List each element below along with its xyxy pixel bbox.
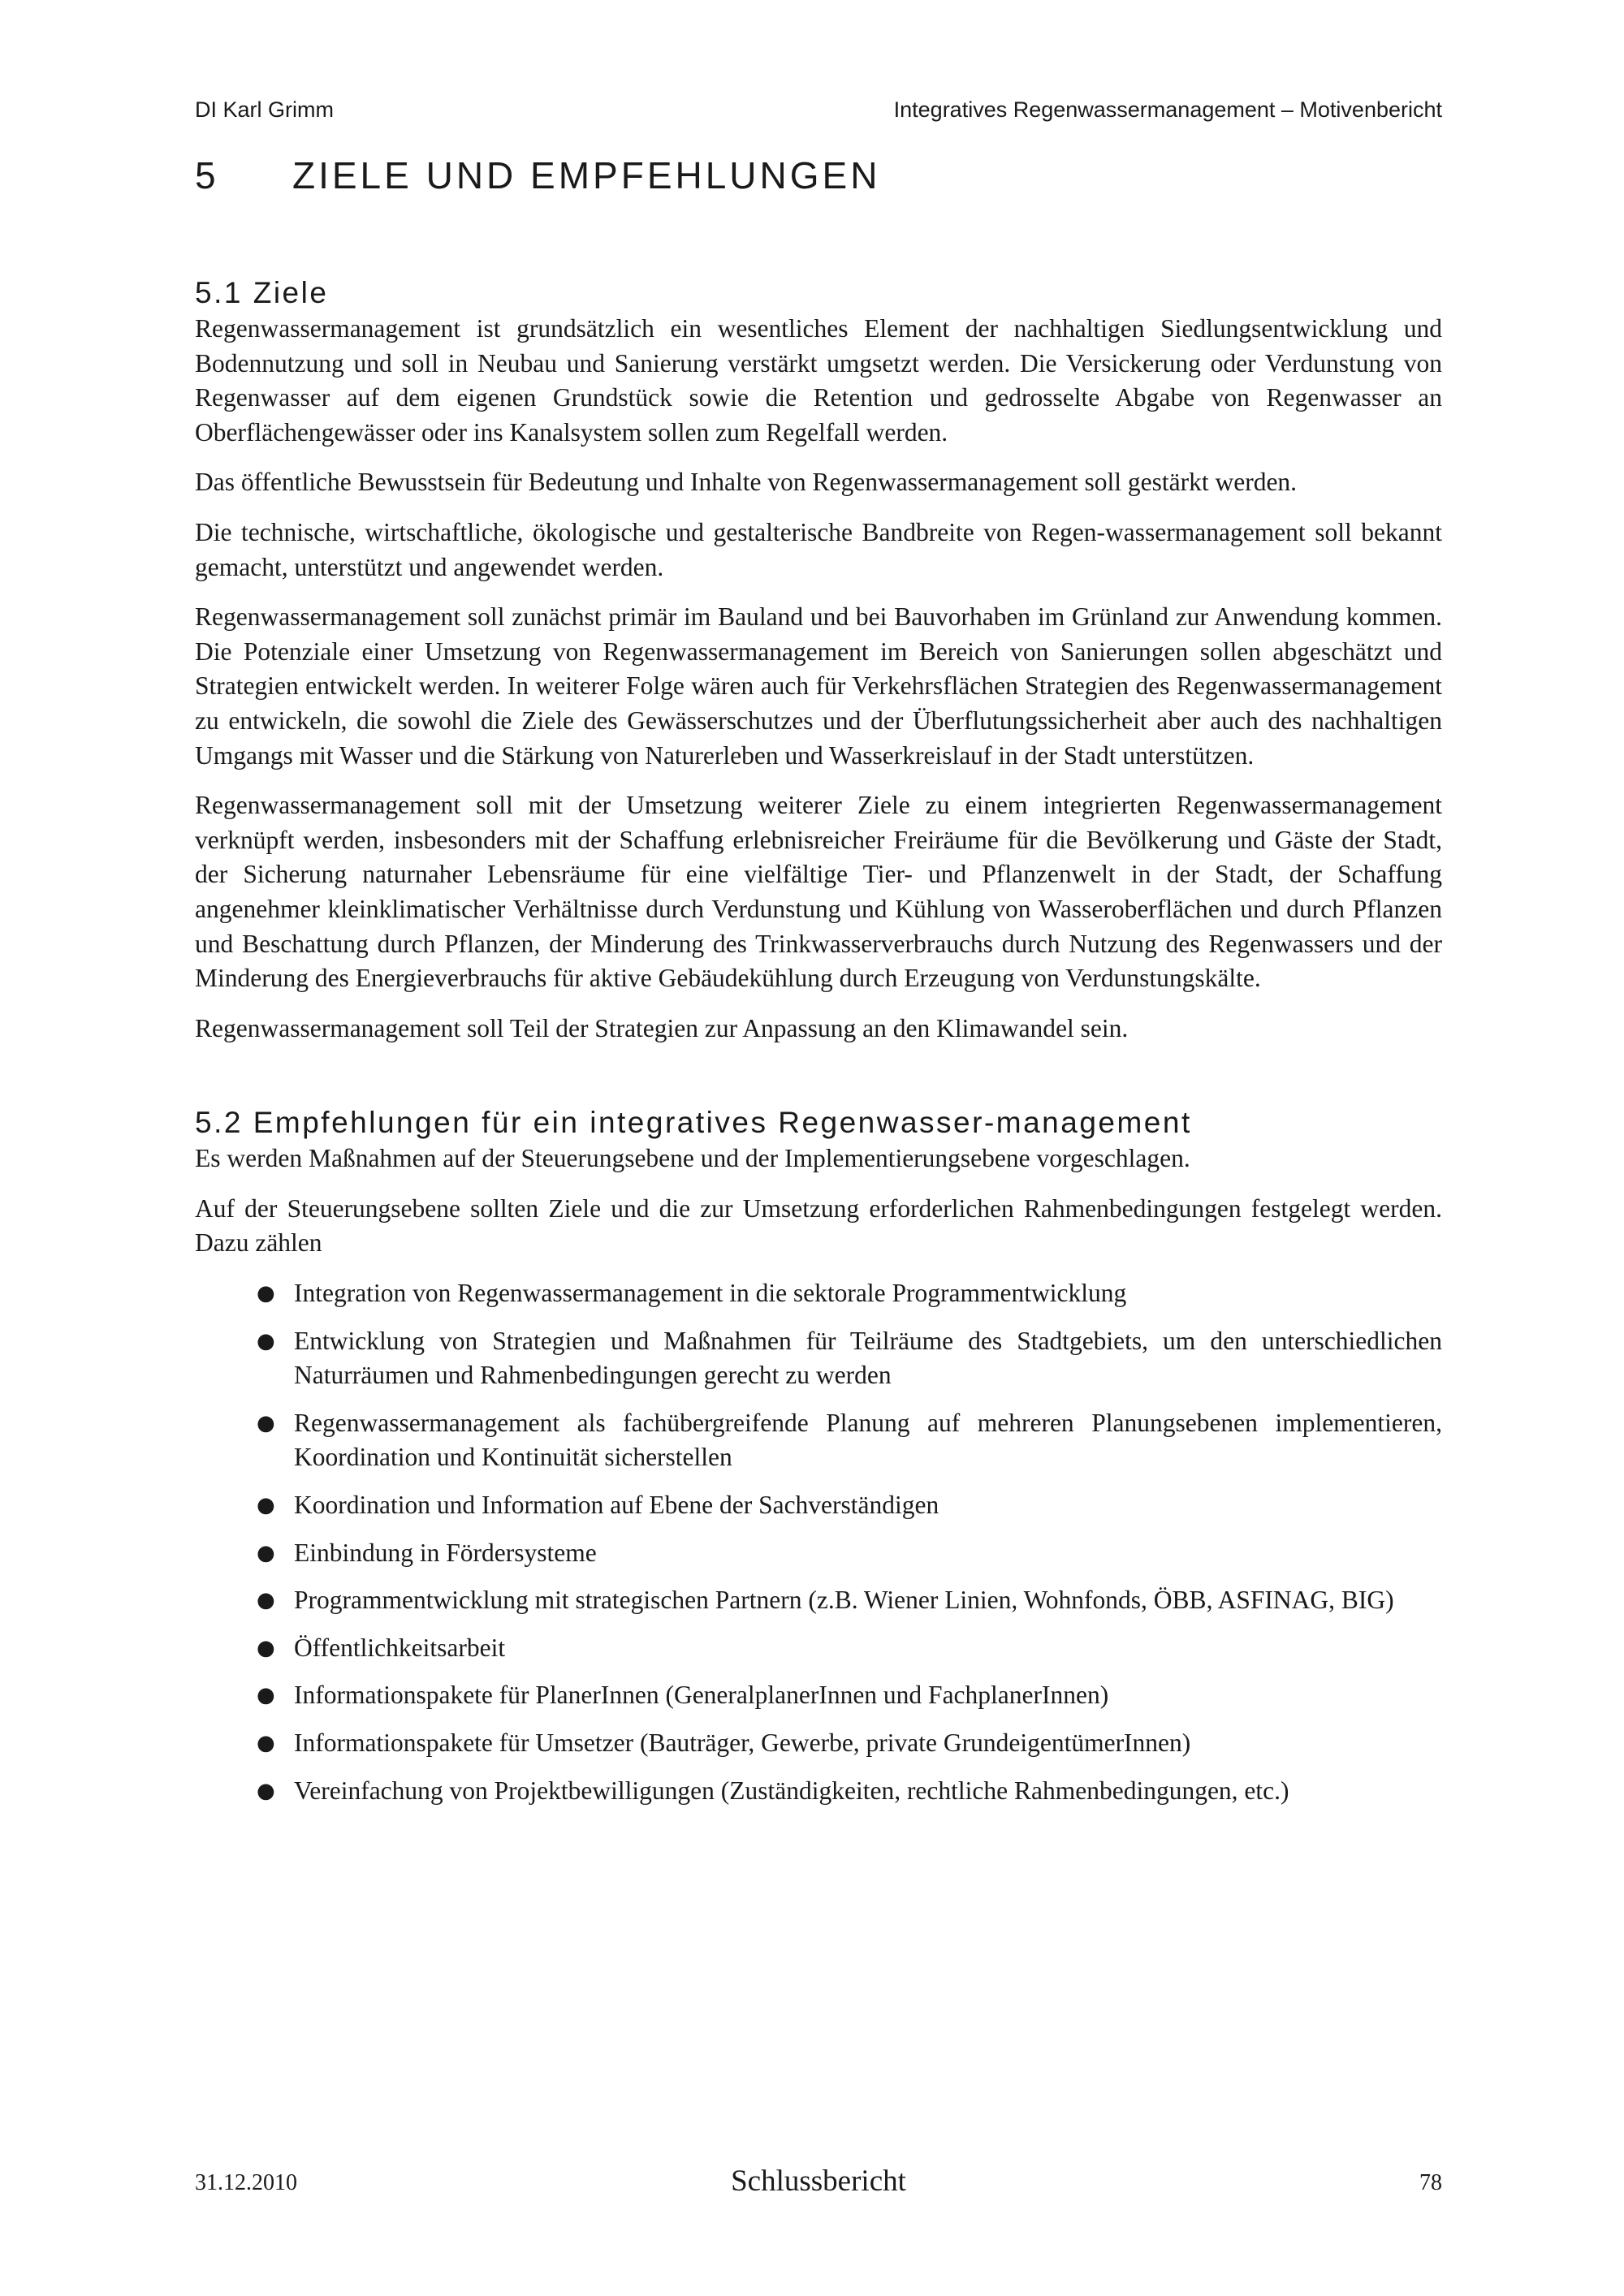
- list-item: [195, 1678, 1442, 1713]
- list-item: [195, 1631, 1442, 1666]
- paragraph: Auf der Steuerungsebene sollten Ziele und die zur Umsetzung erforderlichen Rahmenbedingungen festgelegt werden. Dazu zählen: [195, 1193, 1442, 1258]
- bullet-dot-icon: ●: [257, 1778, 275, 1803]
- bullet-dot-icon: ●: [257, 1540, 275, 1565]
- paragraph: Regenwassermanagement ist grundsätzlich ein wesentliches Element der nachhaltigen Siedlungsentwicklung und Bodennutzung und soll in Neubau und Sanierung verstärkt umgsetzt werden. Die Versickerung oder Verdunstung von Regenwasser auf dem eigenen Grundstück sowie die Retention und gedrosselte Abgabe von Regenwasser an Oberflächengewässer oder ins Kanalsystem sollen zum Regelfall werden.: [195, 314, 1442, 447]
- page-footer: [195, 2164, 1442, 2199]
- list-item-text: Informationspakete für PlanerInnen (GeneralplanerInnen und FachplanerInnen): [294, 1681, 1109, 1710]
- list-item-text: Koordination und Information auf Ebene der Sachverständigen: [294, 1491, 939, 1520]
- list-item: [195, 1536, 1442, 1571]
- paragraph: Regenwassermanagement soll mit der Umsetzung weiterer Ziele zu einem integrierten Regenwassermanagement verknüpft werden, insbesonders mit der Schaffung erlebnisreicher Freiräume für die Bevölkerung und Gäste der Stadt, der Sicherung naturnaher Lebensräume für eine vielfältige Tier- und Pflanzenwelt in der Stadt, der Schaffung angenehmer kleinklimatischer Verhältnisse durch Verdunstung und Kühlung von Wasseroberflächen und durch Pflanzen und Beschattung durch Pflanzen, der Minderung des Trinkwasserverbrauchs durch Nutzung des Regenwassers und der Minderung des Energieverbrauchs für aktive Gebäudekühlung durch Erzeugung von Verdunstungskälte.: [195, 791, 1442, 993]
- main-content: [195, 274, 1442, 1821]
- list-item-text: Einbindung in Fördersysteme: [294, 1538, 597, 1567]
- footer-date: 31.12.2010: [195, 2170, 297, 2195]
- paragraph: Das öffentliche Bewusstsein für Bedeutung und Inhalte von Regenwassermanagement soll gestärkt werden.: [195, 468, 1298, 497]
- header-document-title: Integratives Regenwassermanagement – Motivenbericht: [893, 97, 1442, 122]
- list-item-text: Integration von Regenwassermanagement in die sektorale Programmentwicklung: [294, 1279, 1127, 1308]
- list-item: [195, 1324, 1442, 1393]
- list-item: [195, 1276, 1442, 1311]
- bullet-dot-icon: ●: [257, 1683, 275, 1708]
- paragraph: Regenwassermanagement soll Teil der Strategien zur Anpassung an den Klimawandel sein.: [195, 1013, 1129, 1042]
- chapter-number: 5: [195, 154, 219, 196]
- list-item: [195, 1406, 1442, 1475]
- list-item: [195, 1488, 1442, 1523]
- chapter-title: ZIELE UND EMPFEHLUNGEN: [292, 154, 881, 196]
- bullet-dot-icon: ●: [257, 1588, 275, 1613]
- list-item-text: Informationspakete für Umsetzer (Bauträger, Gewerbe, private GrundeigentümerInnen): [294, 1728, 1191, 1757]
- bullet-dot-icon: ●: [257, 1281, 275, 1306]
- list-item: [195, 1726, 1442, 1761]
- bullet-dot-icon: ●: [257, 1410, 275, 1435]
- paragraph: Die technische, wirtschaftliche, ökologische und gestalterische Bandbreite von Regen-wassermanagement soll bekannt gemacht, unterstützt und angewendet werden.: [195, 517, 1442, 581]
- recommendation-list: [195, 1276, 1442, 1808]
- bullet-dot-icon: ●: [257, 1635, 275, 1660]
- section-heading-empfehlungen: 5.2 Empfehlungen für ein integratives Regenwasser-management: [195, 1106, 1192, 1140]
- list-item-text: Öffentlichkeitsarbeit: [294, 1633, 506, 1662]
- paragraph: Regenwassermanagement soll zunächst primär im Bauland und bei Bauvorhaben im Grünland zur Anwendung kommen. Die Potenziale einer Umsetzung von Regenwassermanagement im Bereich von Sanierungen sollen abgeschätzt und Strategien entwickelt werden. In weiterer Folge wären auch für Verkehrsflächen Strategien des Regenwassermanagement zu entwickeln, die sowohl die Ziele des Gewässerschutzes und der Überflutungssicherheit aber auch des nachhaltigen Umgangs mit Wasser und die Stärkung von Naturerleben und Wasserkreislauf in der Stadt unterstützen.: [195, 602, 1442, 770]
- list-item-text: Programmentwicklung mit strategischen Partnern (z.B. Wiener Linien, Wohnfonds, ÖBB, ASFINAG, BIG): [294, 1586, 1394, 1615]
- footer-title: Schlussbericht: [731, 2164, 906, 2198]
- document-page: [195, 0, 1442, 2296]
- list-item-text: Entwicklung von Strategien und Maßnahmen für Teilräume des Stadtgebiets, um den unterschiedlichen Naturräumen und Rahmenbedingungen gerecht zu werden: [294, 1326, 1442, 1390]
- list-item: [195, 1774, 1442, 1809]
- list-item-text: Regenwassermanagement als fachübergreifende Planung auf mehreren Planungsebenen implementieren, Koordination und Kontinuität sicherstellen: [294, 1408, 1442, 1472]
- list-item: [195, 1583, 1442, 1618]
- bullet-dot-icon: ●: [257, 1731, 275, 1755]
- header-author: DI Karl Grimm: [195, 97, 334, 122]
- bullet-dot-icon: ●: [257, 1328, 275, 1353]
- paragraph: Es werden Maßnahmen auf der Steuerungsebene und der Implementierungsebene vorgeschlagen.: [195, 1144, 1190, 1173]
- bullet-dot-icon: ●: [257, 1493, 275, 1518]
- list-item-text: Vereinfachung von Projektbewilligungen (Zuständigkeiten, rechtliche Rahmenbedingungen, etc.): [294, 1776, 1289, 1805]
- chapter-heading: [195, 153, 880, 198]
- page-number: 78: [1419, 2170, 1442, 2195]
- section-heading-ziele: 5.1 Ziele: [195, 276, 329, 309]
